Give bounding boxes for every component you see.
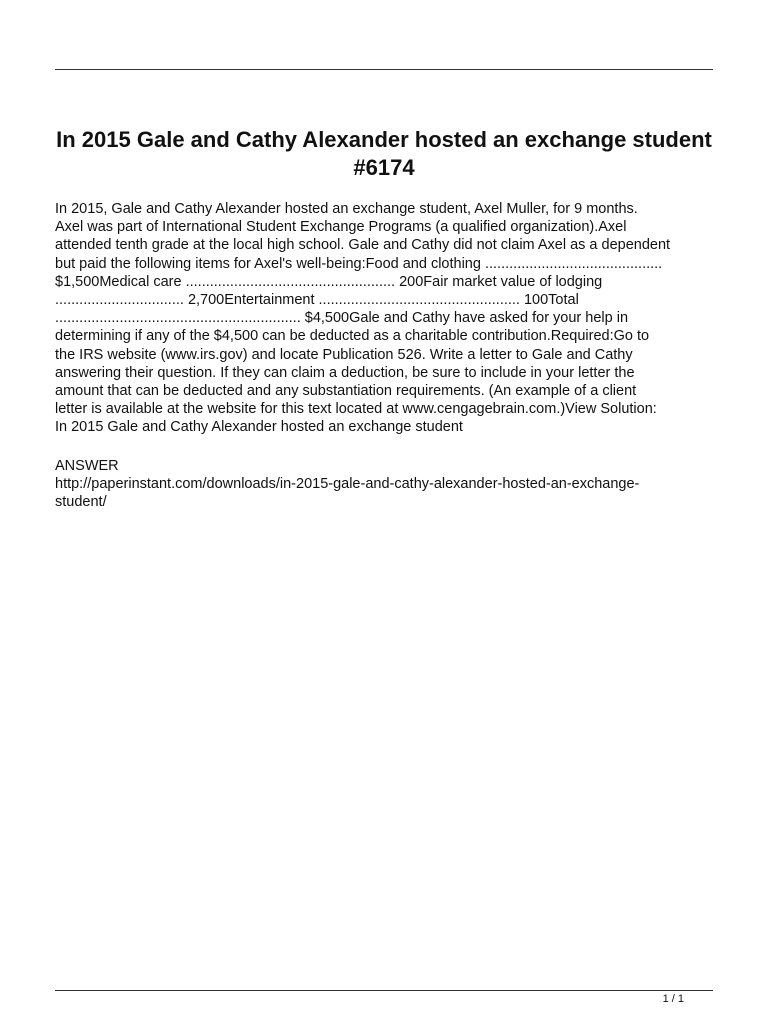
top-divider: [55, 69, 713, 70]
answer-section: [55, 457, 719, 512]
document-title: In 2015 Gale and Cathy Alexander hosted an exchange student #6174: [56, 127, 712, 180]
bottom-divider: [55, 990, 713, 991]
page-indicator: 1 / 1: [662, 993, 684, 1005]
answer-link[interactable]: http://paperinstant.com/downloads/in-2015-gale-and-cathy-alexander-hosted-an-exchange- student/: [55, 476, 640, 511]
document-body: In 2015, Gale and Cathy Alexander hosted an exchange student, Axel Muller, for 9 months. Axel was part of International Student Exchange Programs (a qualified organization).Axel attended tenth grade at the local high school. Gale and Cathy did not claim Axel as a dependent but paid the following items for Axel's well-being:Food and clothing ............................................ $1,500Medical care .................................................... 200Fair market value of lodging ................................ 2,700Entertainment .................................................. 100Total ............................................................. $4,500Gale and Cathy have asked for your help in determining if any of the $4,500 can be deducted as a charitable contribution.Required:Go to the IRS website (www.irs.gov) and locate Publication 526. Write a letter to Gale and Cathy answering their question. If they can claim a deduction, be sure to include in your letter the amount that can be deducted and any substantiation requirements. (An example of a client letter is available at the website for this text located at www.cengagebrain.com.)View Solution: In 2015 Gale and Cathy Alexander hosted an exchange student: [55, 201, 671, 436]
answer-label: ANSWER: [55, 458, 119, 474]
